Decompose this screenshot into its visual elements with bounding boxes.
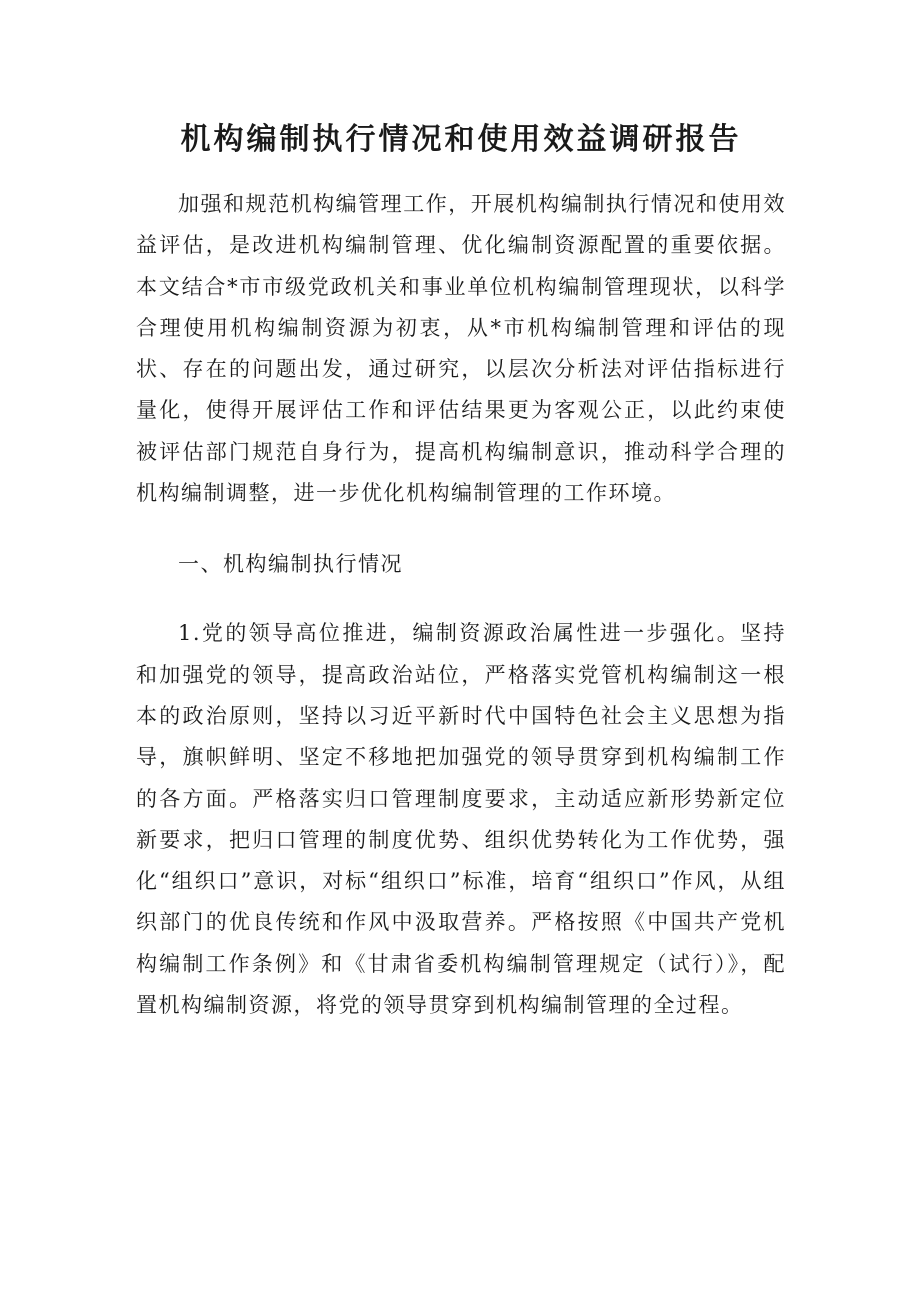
intro-paragraph: 加强和规范机构编管理工作，开展机构编制执行情况和使用效益评估，是改进机构编制管理、优化编制资源配置的重要依据。本文结合*市市级党政机关和事业单位机构编制管理现状，以科学合理使用机构编制资源为初衷，从*市机构编制管理和评估的现状、存在的问题出发，通过研究，以层次分析法对评估指标进行量化，使得开展评估工作和评估结果更为客观公正，以此约束使被评估部门规范自身行为，提高机构编制意识，推动科学合理的机构编制调整，进一步优化机构编制管理的工作环境。 bbox=[136, 192, 786, 506]
document-title: 机构编制执行情况和使用效益调研报告 bbox=[180, 122, 742, 157]
section-1-paragraph-1: 1.党的领导高位推进，编制资源政治属性进一步强化。坚持和加强党的领导，提高政治站位，严格落实党管机构编制这一根本的政治原则，坚持以习近平新时代中国特色社会主义思想为指导，旗帜鲜明、坚定不移地把加强党的领导贯穿到机构编制工作的各方面。严格落实归口管理制度要求，主动适应新形势新定位新要求，把归口管理的制度优势、组织优势转化为工作优势，强化“组织口”意识，对标“组织口”标准，培育“组织口”作风，从组织部门的优良传统和作风中汲取营养。严格按照《中国共产党机构编制工作条例》和《甘肃省委机构编制管理规定（试行）》，配置机构编制资源，将党的领导贯穿到机构编制管理的全过程。 bbox=[136, 621, 786, 1018]
section-heading-1: 一、机构编制执行情况 bbox=[178, 552, 403, 577]
